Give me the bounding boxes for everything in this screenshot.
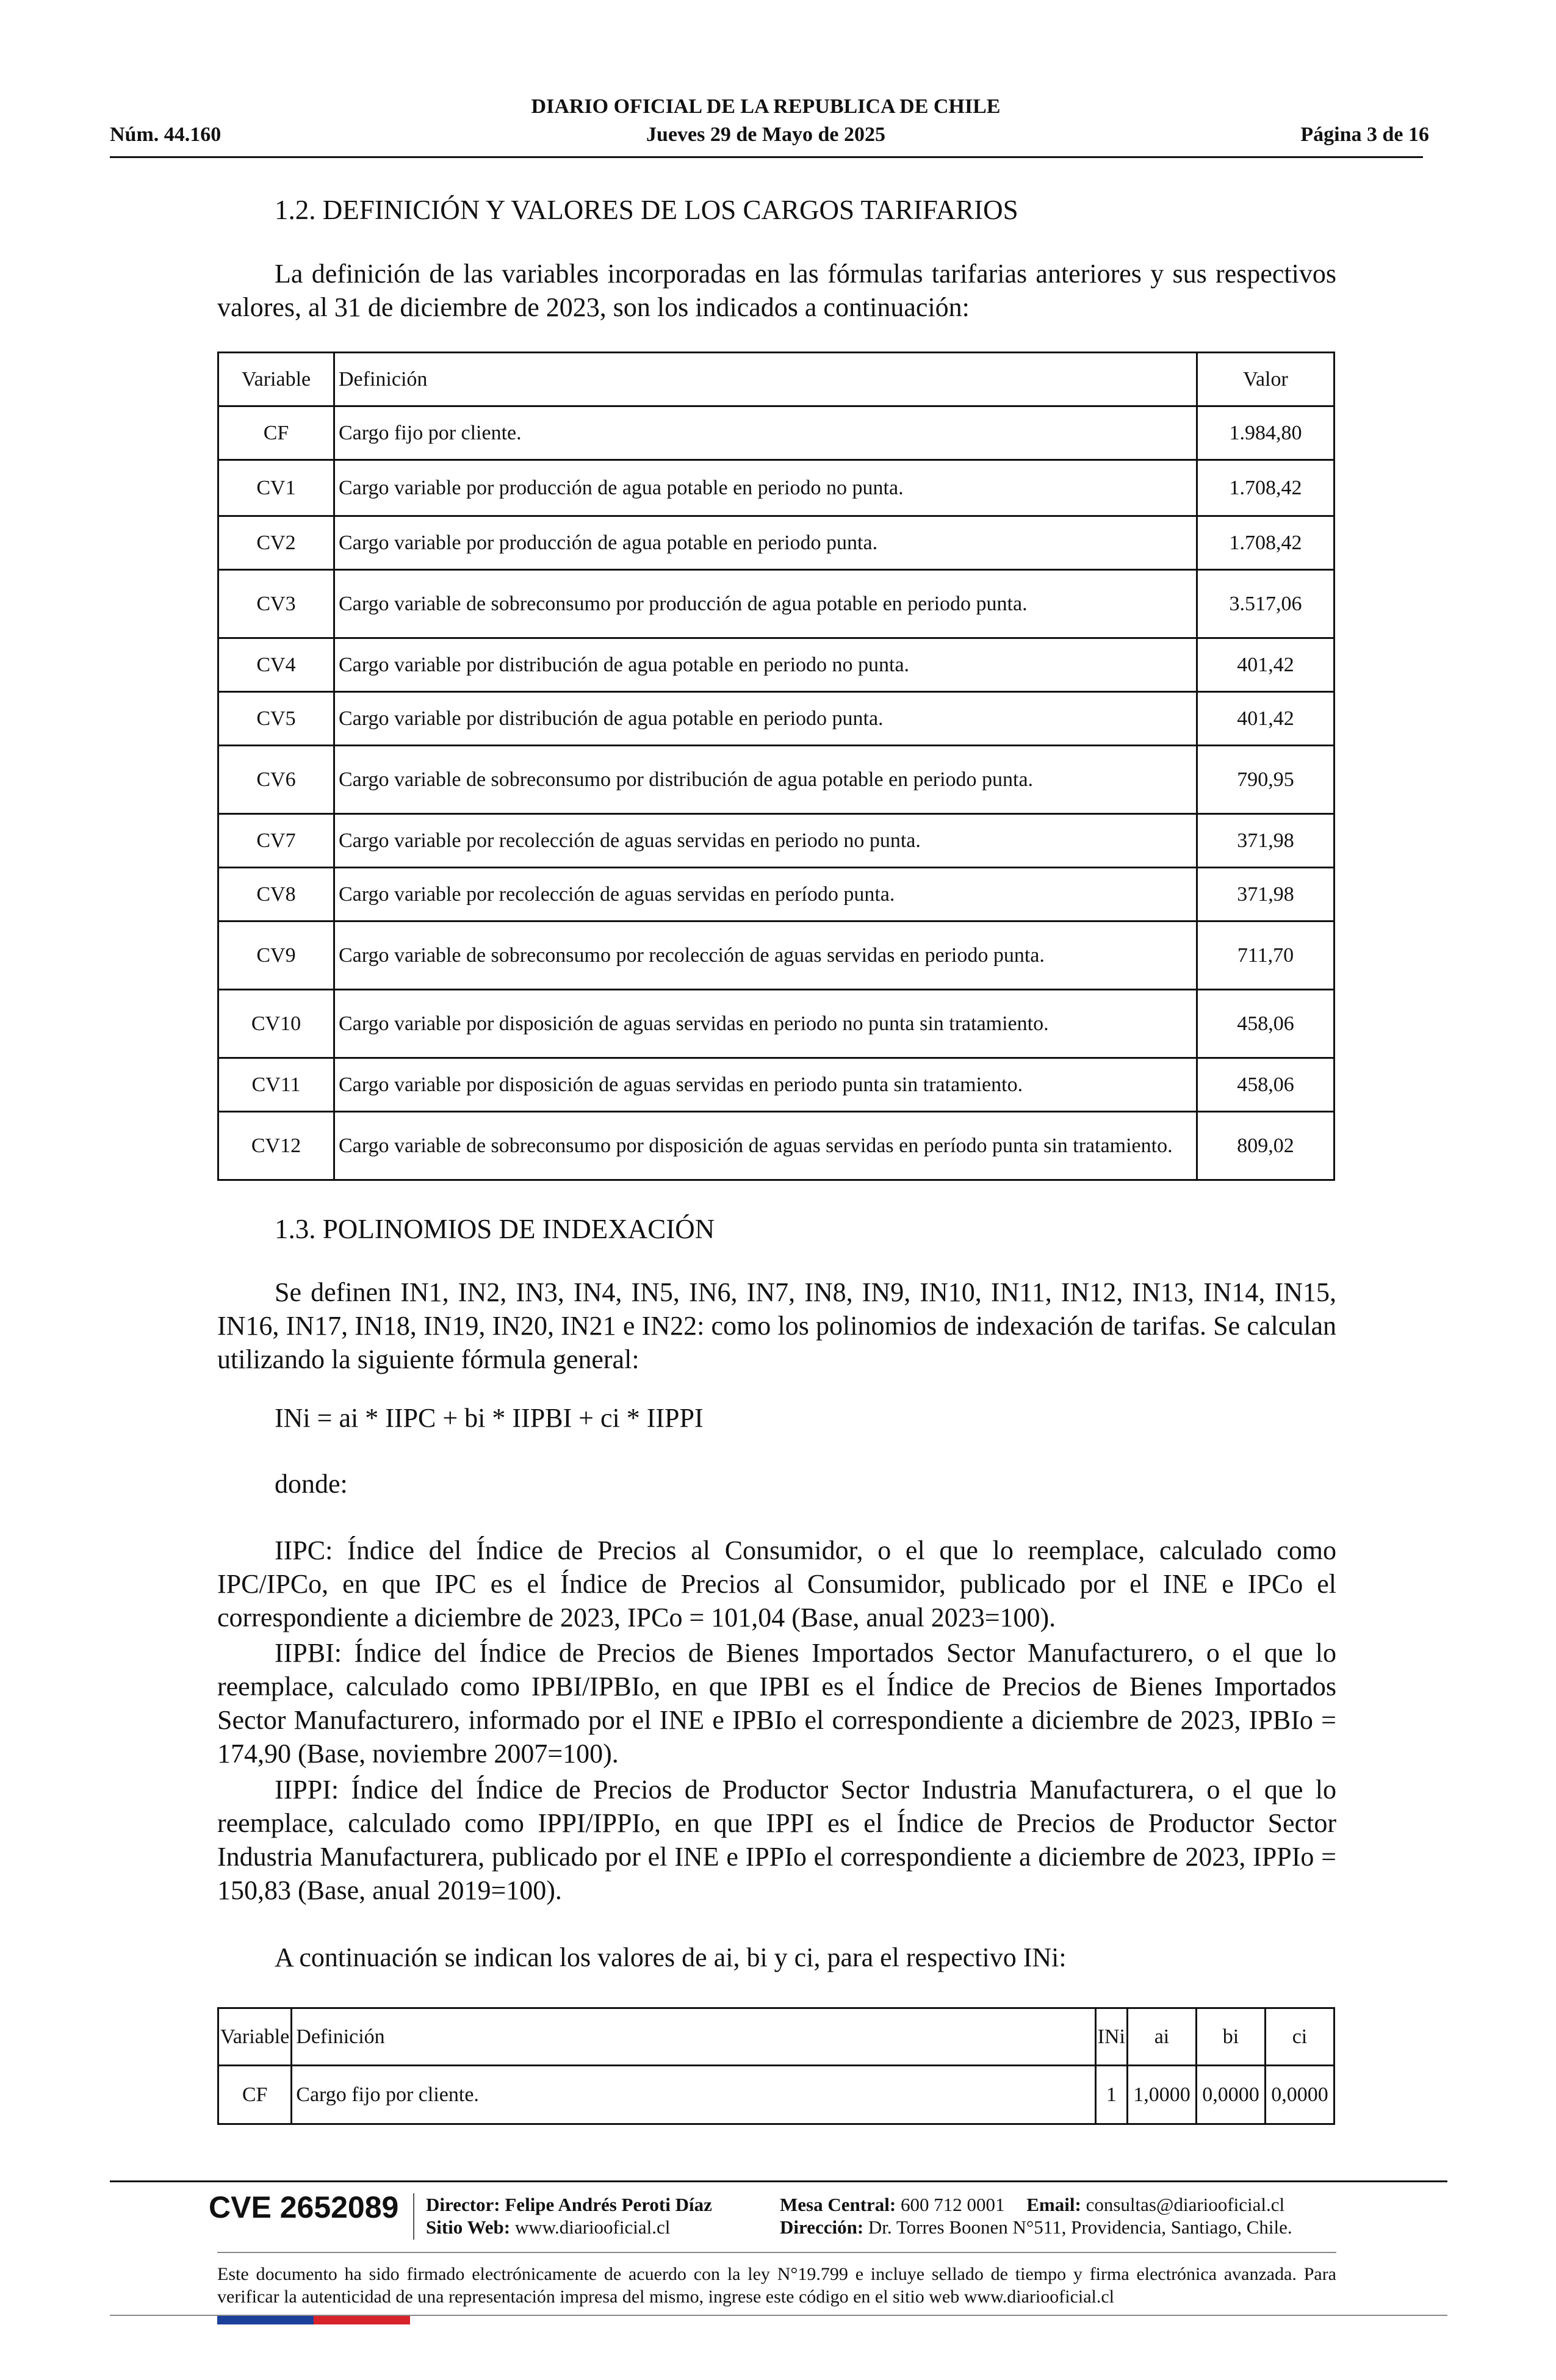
- value-cell: 371,98: [1197, 814, 1334, 868]
- iippi-definition: IIPPI: Índice del Índice de Precios de Productor Sector Industria Manufacturera, o el que lo reemplace, calculado como IPPI/IPPIo, en que IPPI es el Índice de Precios de Productor Sector Industria Manufacturera, publicado por el INE e IPPIo el correspondiente a diciembre de 2023, IPPIo = 150,83 (Base, anual 2019=100).: [217, 1775, 1336, 1905]
- address-line: [780, 2216, 1292, 2238]
- value-cell: 711,70: [1197, 921, 1334, 990]
- table-row: [218, 921, 1334, 990]
- table-row: [218, 746, 1334, 814]
- table-row: [218, 814, 1334, 868]
- variable-cell: CV1: [218, 460, 334, 516]
- definition-cell: Cargo variable de sobreconsumo por distribución de agua potable en periodo punta.: [334, 746, 1197, 814]
- value-cell: 371,98: [1197, 868, 1334, 921]
- column-header-variable: Variable: [218, 2008, 292, 2066]
- section-intro-paragraph: La definición de las variables incorporadas en las fórmulas tarifarias anteriores y sus respectivos valores, al 31 de diciembre de 2023, son los indicados a continuación:: [217, 259, 1336, 322]
- header-divider: [110, 156, 1423, 158]
- section-heading-1-3: 1.3. POLINOMIOS DE INDEXACIÓN: [275, 1214, 715, 1244]
- definition-cell: Cargo variable de sobreconsumo por recolección de aguas servidas en periodo punta.: [334, 921, 1197, 990]
- variable-cell: CV5: [218, 692, 334, 746]
- definition-cell: Cargo fijo por cliente.: [292, 2066, 1095, 2124]
- value-cell: 1.984,80: [1197, 406, 1334, 460]
- definition-cell: Cargo variable por disposición de aguas servidas en periodo no punta sin tratamiento.: [334, 990, 1197, 1058]
- column-header-definicion: Definición: [292, 2008, 1095, 2066]
- value-cell: 790,95: [1197, 746, 1334, 814]
- table-row: [218, 406, 1334, 460]
- definition-cell: Cargo variable por recolección de aguas servidas en periodo no punta.: [334, 814, 1197, 868]
- table-row: [218, 570, 1334, 638]
- variable-cell: CV11: [218, 1058, 334, 1112]
- page-number: Página 3 de 16: [1300, 123, 1429, 146]
- ai-cell: 1,0000: [1128, 2066, 1197, 2124]
- coefficients-intro: A continuación se indican los valores de ai, bi y ci, para el respectivo INi:: [275, 1942, 1067, 1972]
- bi-cell: 0,0000: [1197, 2066, 1266, 2124]
- iipc-definition: IIPC: Índice del Índice de Precios al Consumidor, o el que lo reemplace, calculado como IPC/IPCo, en que IPC es el Índice de Precios al Consumidor, publicado por el INE e IPCo el correspondiente a diciembre de 2023, IPCo = 101,04 (Base, anual 2023=100).: [217, 1535, 1336, 1632]
- flag-stripe-red: [314, 2316, 410, 2324]
- variable-cell: CV10: [218, 990, 334, 1058]
- definition-cell: Cargo variable de sobreconsumo por disposición de aguas servidas en período punta sin tratamiento.: [334, 1112, 1197, 1180]
- definition-cell: Cargo variable de sobreconsumo por producción de agua potable en periodo punta.: [334, 570, 1197, 638]
- iipbi-definition: IIPBI: Índice del Índice de Precios de Bienes Importados Sector Manufacturero, o el que lo reemplace, calculado como IPBI/IPBIo, en que IPBI es el Índice de Precios de Bienes Importados Sector Manufacturero, informado por el INE e IPBIo el correspondiente a diciembre de 2023, IPBIo = 174,90 (Base, noviembre 2007=100).: [217, 1638, 1336, 1769]
- column-header-ai: ai: [1128, 2008, 1197, 2066]
- definition-cell: Cargo variable por recolección de aguas servidas en período punta.: [334, 868, 1197, 921]
- issue-date: Jueves 29 de Mayo de 2025: [646, 123, 885, 146]
- website-label: Sitio Web:: [426, 2216, 511, 2238]
- definition-cell: Cargo variable por producción de agua potable en periodo no punta.: [334, 460, 1197, 516]
- mesa-phone: 600 712 0001: [901, 2194, 1005, 2215]
- footer-inner-divider: [217, 2252, 1336, 2253]
- section-heading-1-2: 1.2. DEFINICIÓN Y VALORES DE LOS CARGOS TARIFARIOS: [275, 195, 1018, 225]
- variable-cell: CV7: [218, 814, 334, 868]
- variable-cell: CV12: [218, 1112, 334, 1180]
- variable-cell: CF: [218, 2066, 292, 2124]
- column-header-definicion: Definición: [334, 353, 1197, 406]
- variable-cell: CV4: [218, 638, 334, 692]
- value-cell: 401,42: [1197, 638, 1334, 692]
- footer-divider: [110, 2180, 1447, 2182]
- tariff-charges-table: [217, 352, 1335, 1181]
- value-cell: 458,06: [1197, 990, 1334, 1058]
- website-link[interactable]: www.diariooficial.cl: [514, 2216, 671, 2238]
- table-row: [218, 692, 1334, 746]
- variable-cell: CV8: [218, 868, 334, 921]
- definition-cell: Cargo variable por distribución de agua potable en periodo no punta.: [334, 638, 1197, 692]
- address-value: Dr. Torres Boonen N°511, Providencia, Santiago, Chile.: [868, 2216, 1292, 2238]
- table-row: [218, 868, 1334, 921]
- variable-cell: CV6: [218, 746, 334, 814]
- table-row: [218, 516, 1334, 570]
- director-label: Director:: [426, 2194, 500, 2215]
- table-row: [218, 1112, 1334, 1180]
- variable-cell: CV9: [218, 921, 334, 990]
- website-line: [426, 2216, 670, 2238]
- variable-cell: CV2: [218, 516, 334, 570]
- director-name: Felipe Andrés Peroti Díaz: [505, 2194, 712, 2215]
- signature-disclaimer: Este documento ha sido firmado electrónicamente de acuerdo con la ley N°19.799 e incluye sellado de tiempo y firma electrónica avanzada. Para verificar la autenticidad de una representación impresa del mismo, ingrese este código en el sitio web www.diariooficial.cl: [217, 2264, 1336, 2307]
- table-header-row: [218, 353, 1334, 406]
- indexation-coefficients-table: [217, 2007, 1335, 2125]
- table-row: [218, 990, 1334, 1058]
- contact-line: [780, 2194, 1284, 2216]
- variable-cell: CF: [218, 406, 334, 460]
- address-label: Dirección:: [780, 2216, 864, 2238]
- footer-separator: [413, 2193, 414, 2240]
- definition-cell: Cargo fijo por cliente.: [334, 406, 1197, 460]
- value-cell: 458,06: [1197, 1058, 1334, 1112]
- column-header-ini: INi: [1095, 2008, 1127, 2066]
- value-cell: 1.708,42: [1197, 460, 1334, 516]
- indexation-intro-paragraph: Se definen IN1, IN2, IN3, IN4, IN5, IN6, IN7, IN8, IN9, IN10, IN11, IN12, IN13, IN14, IN15, IN16, IN17, IN18, IN19, IN20, IN21 e IN22: como los polinomios de indexación de tarifas. Se calculan utilizando la siguiente fórmula general:: [217, 1277, 1336, 1374]
- column-header-bi: bi: [1197, 2008, 1266, 2066]
- donde-label: donde:: [275, 1469, 348, 1499]
- definition-cell: Cargo variable por disposición de aguas servidas en periodo punta sin tratamiento.: [334, 1058, 1197, 1112]
- column-header-variable: Variable: [218, 353, 334, 406]
- director-line: [426, 2194, 712, 2216]
- value-cell: 1.708,42: [1197, 516, 1334, 570]
- table-row: [218, 460, 1334, 516]
- issue-number: Núm. 44.160: [110, 123, 222, 146]
- mesa-label: Mesa Central:: [780, 2194, 896, 2215]
- cve-code: CVE 2652089: [209, 2190, 399, 2224]
- value-cell: 401,42: [1197, 692, 1334, 746]
- table-row: [218, 2066, 1334, 2124]
- ini-cell: 1: [1095, 2066, 1127, 2124]
- ci-cell: 0,0000: [1266, 2066, 1334, 2124]
- variable-cell: CV3: [218, 570, 334, 638]
- value-cell: 3.517,06: [1197, 570, 1334, 638]
- definition-cell: Cargo variable por distribución de agua potable en periodo punta.: [334, 692, 1197, 746]
- column-header-valor: Valor: [1197, 353, 1334, 406]
- value-cell: 809,02: [1197, 1112, 1334, 1180]
- flag-stripe-blue: [217, 2316, 314, 2324]
- column-header-ci: ci: [1266, 2008, 1334, 2066]
- table-header-row: [218, 2008, 1334, 2066]
- table-row: [218, 1058, 1334, 1112]
- email-label: Email:: [1026, 2194, 1081, 2215]
- indexation-formula: INi = ai * IIPC + bi * IIPBI + ci * IIPPI: [275, 1403, 704, 1433]
- table-row: [218, 638, 1334, 692]
- definition-cell: Cargo variable por producción de agua potable en periodo punta.: [334, 516, 1197, 570]
- newspaper-title: DIARIO OFICIAL DE LA REPUBLICA DE CHILE: [531, 95, 1001, 118]
- email-link[interactable]: consultas@diariooficial.cl: [1086, 2194, 1285, 2215]
